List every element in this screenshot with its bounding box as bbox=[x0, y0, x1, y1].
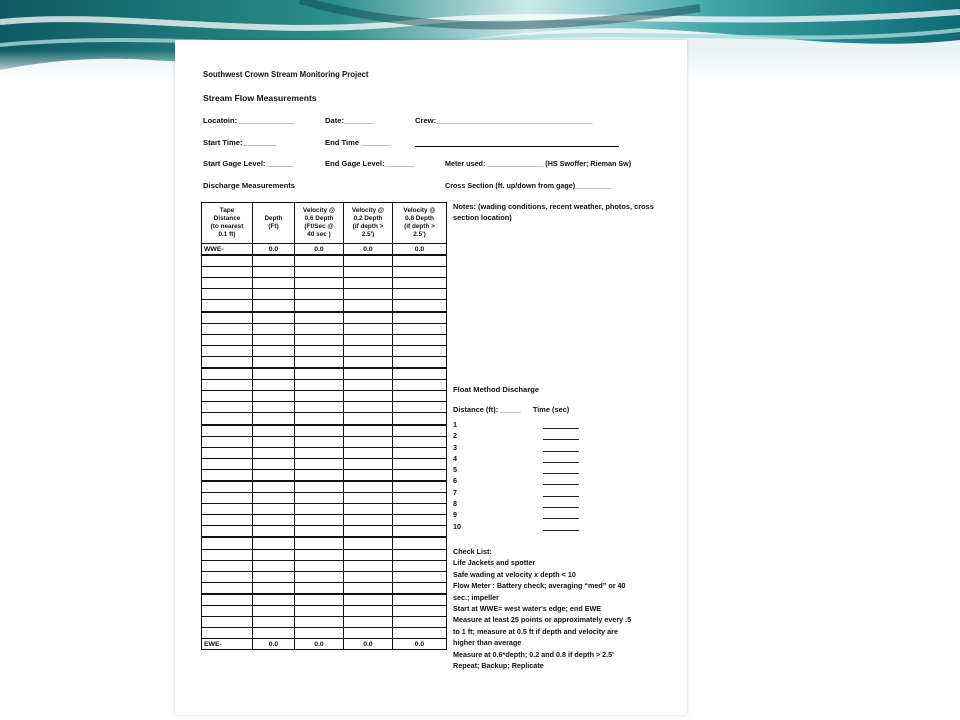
end-time-extra-line bbox=[415, 138, 619, 147]
table-row bbox=[202, 549, 447, 560]
table-cell bbox=[344, 537, 393, 549]
table-cell bbox=[344, 255, 393, 267]
table-row bbox=[202, 504, 447, 515]
table-cell bbox=[393, 356, 447, 368]
table-cell bbox=[393, 425, 447, 437]
check-list-heading: Check List: bbox=[453, 547, 492, 556]
table-cell bbox=[295, 413, 344, 425]
table-cell bbox=[393, 549, 447, 560]
table-cell: 0.0 bbox=[344, 639, 393, 650]
table-cell bbox=[295, 582, 344, 594]
table-cell bbox=[202, 526, 253, 538]
table-cell bbox=[393, 436, 447, 447]
table-cell bbox=[202, 289, 253, 300]
table-cell bbox=[253, 380, 295, 391]
table-cell bbox=[393, 594, 447, 606]
table-row bbox=[202, 515, 447, 526]
table-cell bbox=[393, 402, 447, 413]
float-row: 8 bbox=[453, 498, 603, 509]
table-cell bbox=[344, 312, 393, 324]
table-cell bbox=[202, 594, 253, 606]
table-cell bbox=[202, 425, 253, 437]
float-row: 9 bbox=[453, 509, 603, 520]
table-cell bbox=[253, 617, 295, 628]
table-cell bbox=[202, 267, 253, 278]
table-cell: 0.0 bbox=[344, 244, 393, 256]
table-cell bbox=[344, 469, 393, 481]
table-row bbox=[202, 481, 447, 493]
table-cell bbox=[202, 582, 253, 594]
table-cell bbox=[202, 391, 253, 402]
table-cell bbox=[202, 458, 253, 469]
table-cell bbox=[344, 594, 393, 606]
col-velocity-06: Velocity @ 0.6 Depth (Ft/Sec @ 40 sec ) bbox=[295, 203, 344, 244]
time-blank-line bbox=[543, 496, 579, 497]
notes-section: Notes: (wading conditions, recent weather, photos, cross section location) bbox=[453, 202, 654, 222]
stream-flow-form-page bbox=[175, 40, 687, 715]
table-row bbox=[202, 447, 447, 458]
col-depth: Depth (Ft) bbox=[253, 203, 295, 244]
table-cell bbox=[295, 549, 344, 560]
table-cell bbox=[295, 526, 344, 538]
table-cell bbox=[295, 436, 344, 447]
table-cell bbox=[202, 549, 253, 560]
table-cell bbox=[344, 447, 393, 458]
table-cell bbox=[295, 458, 344, 469]
table-cell bbox=[202, 278, 253, 289]
discharge-table-body bbox=[202, 244, 447, 650]
location-field: Locatoin: _____________ bbox=[203, 116, 295, 125]
table-cell bbox=[253, 425, 295, 437]
table-cell bbox=[253, 560, 295, 571]
table-cell bbox=[253, 356, 295, 368]
float-row: 2 bbox=[453, 430, 603, 441]
table-row bbox=[202, 356, 447, 368]
table-cell bbox=[393, 312, 447, 324]
table-cell bbox=[393, 391, 447, 402]
table-cell bbox=[344, 334, 393, 345]
table-cell bbox=[295, 289, 344, 300]
table-row bbox=[202, 278, 447, 289]
table-cell bbox=[393, 571, 447, 582]
table-cell bbox=[393, 469, 447, 481]
table-cell bbox=[295, 515, 344, 526]
col-velocity-02: Velocity @ 0.2 Depth (if depth > 2.5') bbox=[344, 203, 393, 244]
float-row: 7 bbox=[453, 487, 603, 498]
table-cell bbox=[344, 617, 393, 628]
table-row bbox=[202, 436, 447, 447]
check-list-item: higher than average bbox=[453, 638, 522, 648]
table-cell bbox=[295, 368, 344, 380]
table-cell bbox=[393, 560, 447, 571]
table-row bbox=[202, 606, 447, 617]
discharge-table-header bbox=[202, 203, 447, 244]
table-cell bbox=[202, 481, 253, 493]
table-row bbox=[202, 413, 447, 425]
check-list-item: Safe wading at velocity x depth < 10 bbox=[453, 569, 576, 579]
check-list-item: to 1 ft; measure at 0.5 ft if depth and velocity are bbox=[453, 626, 618, 636]
table-row bbox=[202, 391, 447, 402]
table-cell bbox=[253, 323, 295, 334]
table-cell bbox=[295, 356, 344, 368]
float-row: 3 bbox=[453, 442, 603, 453]
table-cell bbox=[393, 267, 447, 278]
table-cell bbox=[253, 391, 295, 402]
table-cell: 0.0 bbox=[295, 639, 344, 650]
table-cell bbox=[295, 594, 344, 606]
time-blank-line bbox=[543, 473, 579, 474]
time-blank-line bbox=[543, 484, 579, 485]
table-cell bbox=[202, 345, 253, 356]
table-cell bbox=[202, 447, 253, 458]
table-row-ewe bbox=[202, 639, 447, 650]
table-cell bbox=[393, 255, 447, 267]
check-list-item: sec.; impeller bbox=[453, 592, 499, 602]
table-cell bbox=[295, 469, 344, 481]
table-row bbox=[202, 469, 447, 481]
table-cell bbox=[202, 436, 253, 447]
table-row bbox=[202, 312, 447, 324]
table-cell bbox=[253, 537, 295, 549]
table-cell bbox=[344, 481, 393, 493]
table-cell bbox=[253, 549, 295, 560]
table-row bbox=[202, 458, 447, 469]
table-cell bbox=[253, 436, 295, 447]
table-cell bbox=[295, 345, 344, 356]
table-cell bbox=[393, 458, 447, 469]
table-cell bbox=[295, 334, 344, 345]
table-cell bbox=[344, 380, 393, 391]
table-row bbox=[202, 571, 447, 582]
table-cell bbox=[253, 289, 295, 300]
table-cell bbox=[344, 402, 393, 413]
table-cell bbox=[295, 300, 344, 312]
table-cell bbox=[344, 549, 393, 560]
table-cell bbox=[202, 504, 253, 515]
table-cell bbox=[295, 617, 344, 628]
table-row bbox=[202, 526, 447, 538]
check-list-item: Measure at least 25 points or approximately every .5 bbox=[453, 615, 632, 625]
table-cell bbox=[344, 560, 393, 571]
table-cell bbox=[393, 278, 447, 289]
table-cell bbox=[253, 504, 295, 515]
cross-section-field: Cross Section (ft. up/down from gage)_________ bbox=[445, 181, 612, 190]
table-row-wwe bbox=[202, 244, 447, 256]
check-list-section bbox=[453, 546, 673, 671]
table-cell bbox=[344, 458, 393, 469]
table-cell bbox=[393, 334, 447, 345]
table-cell bbox=[344, 345, 393, 356]
table-cell: 0.0 bbox=[393, 639, 447, 650]
col-velocity-08: Velocity @ 0.8 Depth (if depth > 2.5') bbox=[393, 203, 447, 244]
table-row bbox=[202, 267, 447, 278]
table-cell bbox=[393, 481, 447, 493]
table-cell bbox=[393, 628, 447, 639]
table-cell bbox=[393, 447, 447, 458]
table-row bbox=[202, 594, 447, 606]
table-cell bbox=[202, 606, 253, 617]
table-cell bbox=[393, 504, 447, 515]
table-cell bbox=[253, 606, 295, 617]
table-cell bbox=[253, 255, 295, 267]
table-cell bbox=[295, 606, 344, 617]
table-cell bbox=[393, 368, 447, 380]
table-cell bbox=[253, 493, 295, 504]
time-blank-line bbox=[543, 462, 579, 463]
check-list-item: Repeat; Backup; Replicate bbox=[453, 661, 544, 671]
table-cell bbox=[253, 515, 295, 526]
table-row bbox=[202, 582, 447, 594]
table-cell bbox=[344, 504, 393, 515]
table-row bbox=[202, 402, 447, 413]
time-blank-line bbox=[543, 439, 579, 440]
table-cell bbox=[295, 267, 344, 278]
table-cell bbox=[393, 345, 447, 356]
table-cell bbox=[344, 278, 393, 289]
table-cell bbox=[295, 278, 344, 289]
table-cell bbox=[344, 323, 393, 334]
form-title: Stream Flow Measurements bbox=[203, 93, 317, 103]
table-cell bbox=[295, 380, 344, 391]
table-cell bbox=[344, 289, 393, 300]
table-cell bbox=[344, 526, 393, 538]
table-cell bbox=[393, 380, 447, 391]
float-row: 1 bbox=[453, 419, 603, 430]
table-cell: 0.0 bbox=[253, 244, 295, 256]
table-cell bbox=[344, 628, 393, 639]
table-cell bbox=[202, 493, 253, 504]
table-cell bbox=[295, 402, 344, 413]
float-method-labels bbox=[453, 405, 569, 414]
crew-field: Crew:_____________________________________ bbox=[415, 116, 593, 125]
time-blank-line bbox=[543, 518, 579, 519]
float-row: 4 bbox=[453, 453, 603, 464]
table-cell bbox=[253, 300, 295, 312]
table-cell bbox=[344, 368, 393, 380]
table-cell bbox=[202, 368, 253, 380]
table-cell bbox=[253, 594, 295, 606]
table-row bbox=[202, 560, 447, 571]
table-cell bbox=[344, 515, 393, 526]
float-method-heading: Float Method Discharge bbox=[453, 385, 540, 394]
table-cell bbox=[393, 413, 447, 425]
table-cell bbox=[253, 402, 295, 413]
table-cell bbox=[253, 334, 295, 345]
float-row: 5 bbox=[453, 464, 603, 475]
start-gage-field: Start Gage Level: ______ bbox=[203, 159, 293, 168]
table-cell bbox=[393, 617, 447, 628]
table-cell bbox=[253, 368, 295, 380]
time-label: Time (sec) bbox=[532, 405, 570, 414]
table-cell bbox=[295, 447, 344, 458]
float-row: 6 bbox=[453, 475, 603, 486]
table-cell bbox=[393, 515, 447, 526]
table-cell bbox=[344, 582, 393, 594]
table-cell bbox=[344, 436, 393, 447]
table-cell bbox=[253, 413, 295, 425]
table-cell bbox=[393, 289, 447, 300]
table-cell bbox=[393, 582, 447, 594]
table-cell bbox=[344, 571, 393, 582]
table-cell bbox=[202, 323, 253, 334]
table-cell bbox=[202, 537, 253, 549]
table-cell bbox=[344, 300, 393, 312]
end-time-field: End Time _______ bbox=[325, 138, 391, 147]
time-blank-line bbox=[543, 507, 579, 508]
table-cell bbox=[295, 560, 344, 571]
table-cell bbox=[253, 526, 295, 538]
table-cell bbox=[202, 469, 253, 481]
table-cell bbox=[202, 515, 253, 526]
table-cell bbox=[295, 312, 344, 324]
table-cell bbox=[202, 402, 253, 413]
table-cell bbox=[253, 267, 295, 278]
table-cell bbox=[253, 278, 295, 289]
table-cell: 0.0 bbox=[295, 244, 344, 256]
table-cell bbox=[295, 628, 344, 639]
table-row bbox=[202, 334, 447, 345]
table-cell bbox=[393, 537, 447, 549]
table-cell: WWE- bbox=[202, 244, 253, 256]
table-cell bbox=[295, 537, 344, 549]
table-cell bbox=[344, 391, 393, 402]
table-cell: 0.0 bbox=[253, 639, 295, 650]
table-cell bbox=[344, 493, 393, 504]
table-row bbox=[202, 323, 447, 334]
table-cell bbox=[393, 606, 447, 617]
table-cell bbox=[295, 481, 344, 493]
table-cell bbox=[202, 380, 253, 391]
table-cell bbox=[202, 255, 253, 267]
table-row bbox=[202, 300, 447, 312]
distance-label: Distance (ft): _____ bbox=[453, 405, 521, 414]
table-cell bbox=[202, 560, 253, 571]
end-gage-field: End Gage Level:_______ bbox=[325, 159, 415, 168]
date-field: Date:_______ bbox=[325, 116, 374, 125]
table-cell bbox=[202, 628, 253, 639]
discharge-table bbox=[201, 202, 447, 650]
table-cell bbox=[295, 425, 344, 437]
project-title: Southwest Crown Stream Monitoring Project bbox=[203, 70, 369, 79]
table-cell bbox=[253, 469, 295, 481]
table-cell bbox=[295, 504, 344, 515]
check-list-item: Flow Meter : Battery check; averaging “med” or 40 bbox=[453, 581, 626, 591]
table-row bbox=[202, 380, 447, 391]
table-cell bbox=[295, 323, 344, 334]
table-cell bbox=[393, 300, 447, 312]
table-cell bbox=[202, 300, 253, 312]
table-cell: 0.0 bbox=[393, 244, 447, 256]
check-list-item: Measure at 0.6*depth; 0.2 and 0.8 if depth > 2.5' bbox=[453, 649, 614, 659]
table-cell bbox=[344, 356, 393, 368]
table-cell bbox=[253, 481, 295, 493]
table-cell bbox=[253, 447, 295, 458]
table-row bbox=[202, 628, 447, 639]
table-cell bbox=[393, 493, 447, 504]
table-cell bbox=[344, 425, 393, 437]
table-row bbox=[202, 493, 447, 504]
table-cell bbox=[202, 571, 253, 582]
table-row bbox=[202, 368, 447, 380]
table-cell bbox=[253, 458, 295, 469]
float-row: 10 bbox=[453, 521, 603, 532]
discharge-heading: Discharge Measurements bbox=[203, 181, 296, 190]
table-row bbox=[202, 537, 447, 549]
meter-used-field: Meter used: ______________ (HS Swoffer; Rieman Sw) bbox=[445, 159, 632, 168]
table-cell bbox=[295, 493, 344, 504]
table-cell bbox=[202, 413, 253, 425]
table-cell bbox=[202, 312, 253, 324]
table-row bbox=[202, 617, 447, 628]
table-cell bbox=[344, 606, 393, 617]
check-list-item: Life Jackets and spotter bbox=[453, 558, 536, 568]
table-cell bbox=[253, 312, 295, 324]
table-cell bbox=[202, 334, 253, 345]
table-cell bbox=[253, 345, 295, 356]
table-cell bbox=[344, 267, 393, 278]
float-method-list bbox=[453, 419, 603, 532]
table-cell bbox=[202, 356, 253, 368]
table-cell bbox=[253, 582, 295, 594]
time-blank-line bbox=[543, 428, 579, 429]
time-blank-line bbox=[543, 530, 579, 531]
table-row bbox=[202, 425, 447, 437]
table-row bbox=[202, 345, 447, 356]
table-cell bbox=[344, 413, 393, 425]
time-blank-line bbox=[543, 451, 579, 452]
col-tape-distance: Tape Distance (to nearest 0.1 ft) bbox=[202, 203, 253, 244]
table-cell bbox=[253, 628, 295, 639]
table-cell: EWE- bbox=[202, 639, 253, 650]
start-time-field: Start Time:________ bbox=[203, 138, 277, 147]
table-cell bbox=[295, 255, 344, 267]
table-row bbox=[202, 289, 447, 300]
table-cell bbox=[295, 571, 344, 582]
table-cell bbox=[253, 571, 295, 582]
table-cell bbox=[393, 526, 447, 538]
table-cell bbox=[202, 617, 253, 628]
table-row bbox=[202, 255, 447, 267]
table-cell bbox=[393, 323, 447, 334]
check-list-item: Start at WWE= west water's edge; end EWE bbox=[453, 604, 602, 614]
table-cell bbox=[295, 391, 344, 402]
